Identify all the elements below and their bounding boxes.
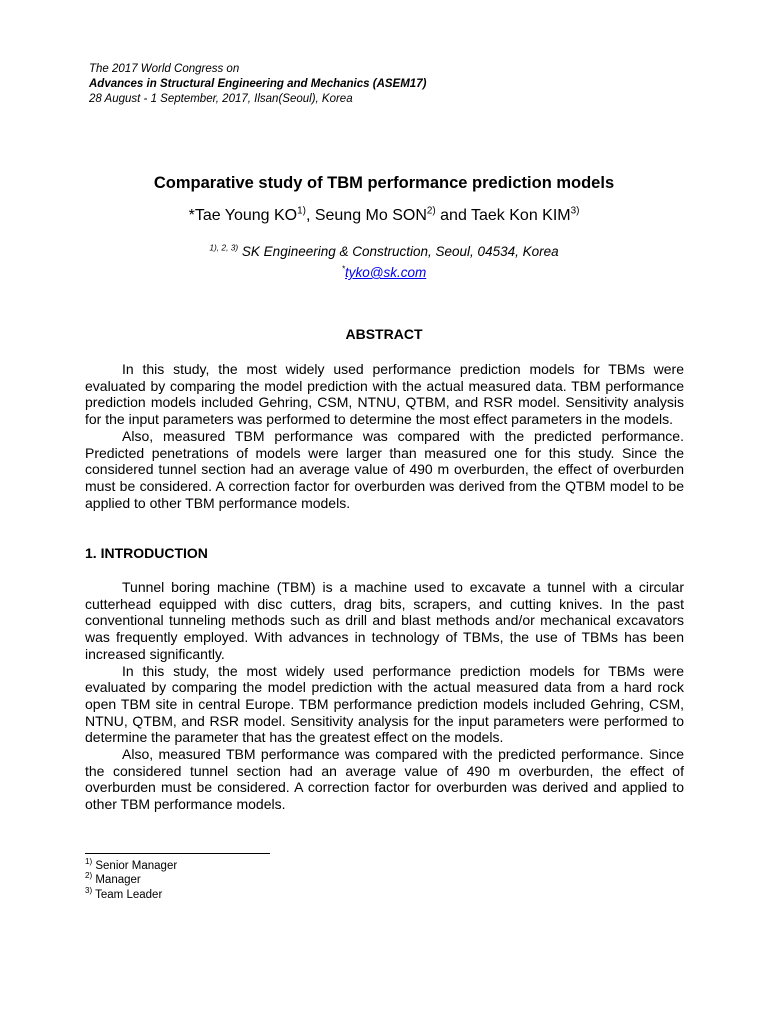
email-link[interactable]: tyko@sk.com [345,265,427,280]
author-3: Taek Kon KIM$^{3)}$ [471,205,580,224]
intro-paragraph: Also, measured TBM performance was compared with the predicted performance. Since the considered tunnel section had an average value of 490 m overburden, the effect of overburden must be considered. A correction factor for overburden was derived and applied to other TBM performance models. [85,746,684,813]
footnote-item: $^{2)}$ Manager [85,871,141,887]
intro-paragraph: Tunnel boring machine (TBM) is a machine used to excavate a tunnel with a circular cutterhead equipped with disc cutters, drag bits, scrapers, and cutting knives. In the past conventional tunneling methods such as drill and blast methods and/or mechanical excavators was frequently employed. With advances in technology of TBMs, the use of TBMs has been increased significantly. [85,579,684,662]
abstract-paragraph: Also, measured TBM performance was compared with the predicted performance. Predicted penetrations of models were larger than measured one for this study. Since the considered tunnel section had an average value of 490 m overburden, the effect of overburden must be considered. A correction factor for overburden was derived from the QTBM model to be applied to other TBM performance models. [85,427,684,511]
paper-title: Comparative study of TBM performance prediction models [153,174,615,192]
affiliation-text: SK Engineering & Construction, Seoul, 04534, Korea [238,244,559,259]
introduction-heading: 1. INTRODUCTION [85,545,208,561]
abstract-heading: ABSTRACT [345,326,423,342]
footnotes [85,859,177,902]
intro-paragraph: In this study, the most widely used performance prediction models for TBMs were evaluated by comparing the model prediction with the actual measured data from a hard rock open TBM site in central Europe. TBM performance prediction models included Gehring, CSM, NTNU, QTBM, and RSR model. Sensitivity analysis for the input parameters were performed to determine the parameter that has the greatest effect on the models. [85,662,684,746]
footnote-divider [85,853,270,854]
author-1: *Tae Young KO$^{1)}$ [188,205,306,224]
conference-header [89,62,426,107]
conference-line-1: The 2017 World Congress on [89,63,240,75]
affiliation-marks: 1), 2, 3) [209,242,239,253]
abstract-body [85,361,684,511]
footnote-item: $^{1)}$ Senior Manager [85,857,178,872]
footnote-item: $^{3)}$ Team Leader [85,885,163,901]
conference-line-2: Advances in Structural Engineering and Mechanics (ASEM17) [89,78,427,90]
corresponding-email [0,265,768,280]
conference-line-3: 28 August - 1 September, 2017, Ilsan(Seoul), Korea [89,93,353,105]
author-2: Seung Mo SON$^{2)}$ [314,205,436,224]
email-mark: * [341,263,346,274]
introduction-body [85,579,684,813]
author-list: *Tae Young KO$^{1)}$, Seung Mo SON$^{2)}$ and Taek Kon KIM$^{3)}$ [188,205,580,224]
affiliation [0,244,768,259]
abstract-paragraph: In this study, the most widely used performance prediction models for TBMs were evaluated by comparing the model prediction with the actual measured data. TBM performance prediction models included Gehring, CSM, NTNU, QTBM, and RSR model. Sensitivity analysis for the input parameters was performed to determine the most effect parameters in the models. [85,361,684,428]
